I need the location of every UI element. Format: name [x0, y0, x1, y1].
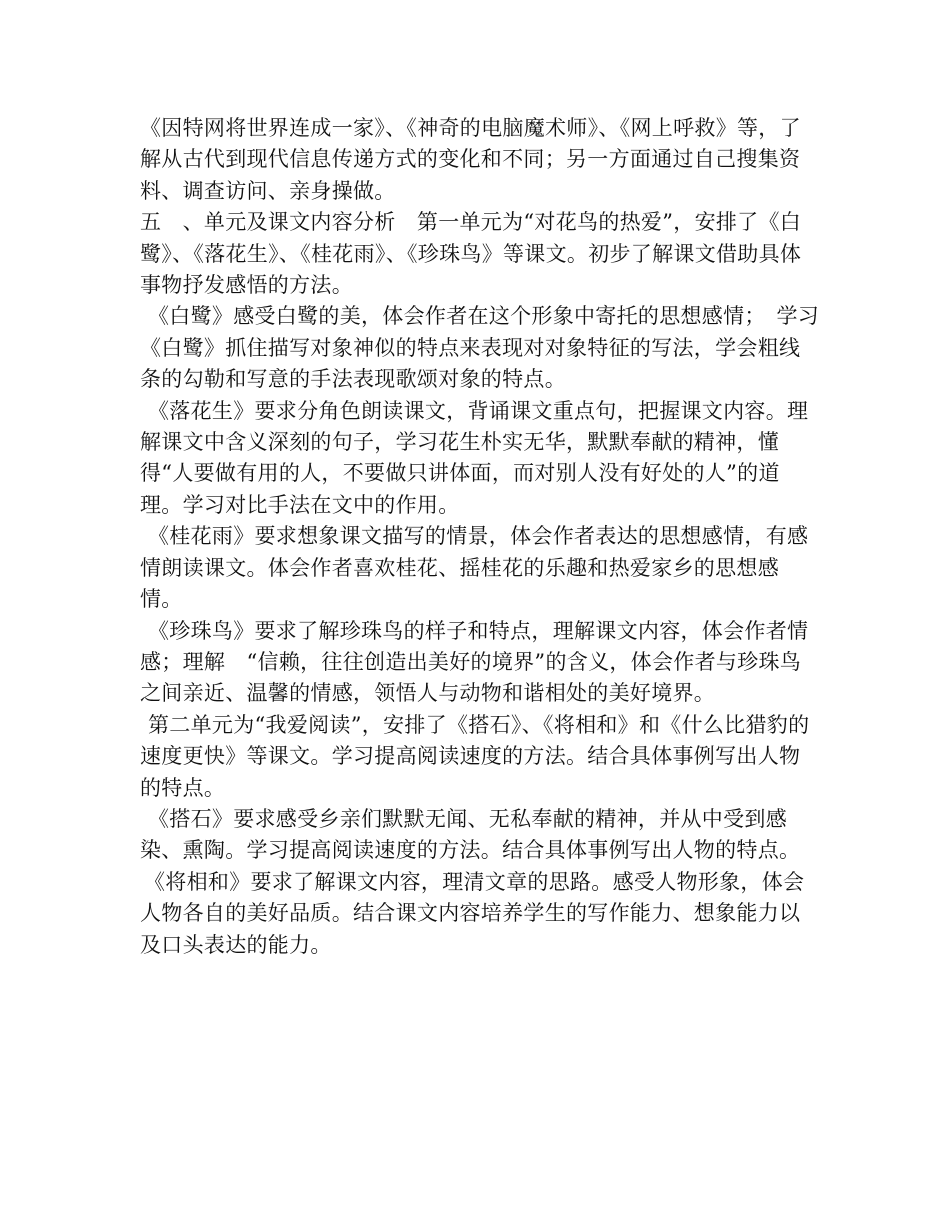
paragraph-unit-analysis: 五 、单元及课文内容分析 第一单元为“对花鸟的热爱”，安排了《白鹭》、《落花生》、《桂花雨》、《珍珠鸟》等课文。初步了解课文借助具体事物抒发感悟的方法。 — [140, 210, 802, 298]
paragraph-guihuayu: 《桂花雨》要求想象课文描写的情景，体会作者表达的思想感情，有感情朗读课文。体会作者喜欢桂花、摇桂花的乐趣和热爱家乡的思想感情。 — [140, 524, 809, 612]
paragraph-info-transmission: 《因特网将世界连成一家》、《神奇的电脑魔术师》、《网上呼救》等，了解从古代到现代信息传递方式的变化和不同；另一方面通过自己搜集资料、调查访问、亲身操做。 — [140, 116, 801, 203]
document-page — [140, 113, 820, 961]
paragraph-bailu: 《白鹭》感受白鹭的美，体会作者在这个形象中寄托的思想感情； 学习《白鹭》抓住描写对象神似的特点来表现对对象特征的写法，学会粗线条的勾勒和写意的手法表现歌颂对象的特点。 — [140, 304, 820, 392]
paragraph-luohuasheng: 《落花生》要求分角色朗读课文，背诵课文重点句，把握课文内容。理解课文中含义深刻的句子，学习花生朴实无华，默默奉献的精神，懂得“人要做有用的人，不要做只讲体面，而对别人没有好处的人”的道理。学习对比手法在文中的作用。 — [140, 398, 809, 517]
paragraph-zhenzhuniao: 《珍珠鸟》要求了解珍珠鸟的样子和特点，理解课文内容，体会作者情感；理解 “信赖，往往创造出美好的境界”的含义，体会作者与珍珠鸟之间亲近、温馨的情感，领悟人与动物和谐相处的美好境界。 — [140, 618, 809, 706]
paragraph-unit-two: 第二单元为“我爱阅读”，安排了《搭石》、《将相和》和《什么比猎豹的速度更快》等课文。学习提高阅读速度的方法。结合具体事例写出人物的特点。 — [140, 712, 810, 800]
paragraph-jiangxianghe: 《将相和》要求了解课文内容，理清文章的思路。感受人物形象，体会人物各自的美好品质。结合课文内容培养学生的写作能力、想象能力以及口头表达的能力。 — [140, 869, 805, 957]
paragraph-dashi: 《搭石》要求感受乡亲们默默无闻、无私奉献的精神，并从中受到感染、熏陶。学习提高阅读速度的方法。结合具体事例写出人物的特点。 — [140, 806, 801, 863]
